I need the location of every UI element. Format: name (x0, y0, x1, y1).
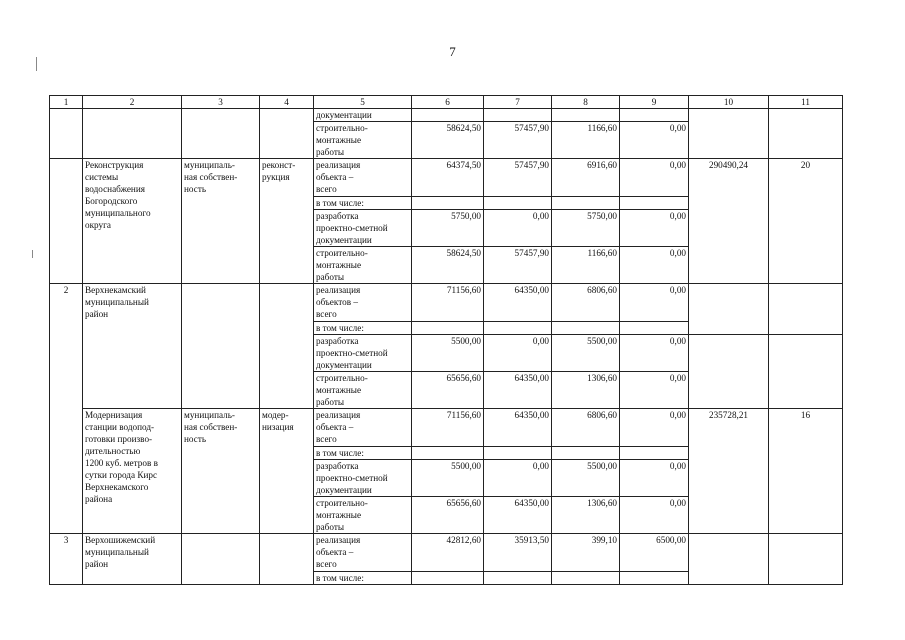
row-label: в том числе: (314, 322, 412, 335)
cell-empty (182, 534, 260, 585)
value-cell: 0,00 (484, 335, 552, 372)
row-label: разработка проектно-сметной документации (314, 460, 412, 497)
row-label: разработка проектно-сметной документации (314, 335, 412, 372)
table-row (50, 109, 843, 122)
cell-empty (552, 197, 620, 210)
ownership-form: муниципаль- ная собствен- ность (182, 159, 260, 284)
cell-empty (620, 572, 689, 585)
value-cell: 5750,00 (412, 210, 484, 247)
value-cell: 290490,24 (689, 159, 769, 284)
value-cell: 5500,00 (552, 335, 620, 372)
value-cell: 5500,00 (412, 335, 484, 372)
cell-empty (552, 447, 620, 460)
cell-empty (689, 534, 769, 585)
district-name: Верхошижемский муниципальный район (83, 534, 182, 585)
cell-empty (50, 109, 83, 159)
value-cell: 5500,00 (412, 460, 484, 497)
cell-empty (412, 109, 484, 122)
cell-empty (552, 322, 620, 335)
value-cell: 1306,60 (552, 497, 620, 534)
cell-empty (552, 572, 620, 585)
cell-empty (412, 447, 484, 460)
value-cell: 0,00 (620, 497, 689, 534)
object-name: Модернизация станции водопод- готовки произво- дительностью 1200 куб. метров в сутки города Кирс Верхнекамского района (83, 409, 182, 534)
table-row (50, 159, 843, 197)
work-type: модер- низация (260, 409, 314, 534)
row-number: 3 (50, 534, 83, 585)
value-cell: 0,00 (620, 460, 689, 497)
value-cell: 57457,90 (484, 159, 552, 197)
value-cell: 20 (769, 159, 843, 284)
value-cell: 0,00 (620, 284, 689, 322)
page-number: 7 (449, 44, 456, 59)
value-cell: 35913,50 (484, 534, 552, 572)
scan-mark (32, 250, 33, 258)
cell-empty (769, 284, 843, 335)
row-label: разработка проектно-сметной документации (314, 210, 412, 247)
col-header: 2 (83, 96, 182, 109)
object-name: Реконструкция системы водоснабжения Богородского муниципального округа (83, 159, 182, 284)
header-row (50, 96, 843, 109)
row-label: реализация объекта – всего (314, 534, 412, 572)
cell-empty (769, 534, 843, 585)
cell-empty (620, 109, 689, 122)
row-label: документации (314, 109, 412, 122)
value-cell: 1166,60 (552, 122, 620, 159)
cell-empty (484, 197, 552, 210)
cell-empty (260, 284, 314, 409)
value-cell: 6500,00 (620, 534, 689, 572)
cell-empty (620, 322, 689, 335)
cell-empty (182, 284, 260, 409)
col-header: 7 (484, 96, 552, 109)
value-cell: 399,10 (552, 534, 620, 572)
row-label: строительно- монтажные работы (314, 247, 412, 284)
row-label: строительно- монтажные работы (314, 497, 412, 534)
value-cell: 64350,00 (484, 372, 552, 409)
row-label: строительно- монтажные работы (314, 122, 412, 159)
cell-empty (689, 284, 769, 335)
cell-empty (182, 109, 260, 159)
row-label: в том числе: (314, 197, 412, 210)
value-cell: 0,00 (484, 210, 552, 247)
col-header: 8 (552, 96, 620, 109)
value-cell: 65656,60 (412, 497, 484, 534)
cell-empty (484, 572, 552, 585)
col-header: 11 (769, 96, 843, 109)
cell-empty (769, 109, 843, 159)
value-cell: 64350,00 (484, 497, 552, 534)
ownership-form: муниципаль- ная собствен- ность (182, 409, 260, 534)
cell-empty (412, 572, 484, 585)
cell-empty (260, 109, 314, 159)
value-cell: 0,00 (620, 409, 689, 447)
col-header: 5 (314, 96, 412, 109)
cell-empty (689, 335, 769, 409)
value-cell: 1166,60 (552, 247, 620, 284)
value-cell: 6916,60 (552, 159, 620, 197)
value-cell: 58624,50 (412, 247, 484, 284)
value-cell: 71156,60 (412, 409, 484, 447)
row-label: в том числе: (314, 572, 412, 585)
value-cell: 1306,60 (552, 372, 620, 409)
col-header: 4 (260, 96, 314, 109)
cell-empty (620, 447, 689, 460)
value-cell: 6806,60 (552, 284, 620, 322)
cell-empty (689, 109, 769, 159)
col-header: 10 (689, 96, 769, 109)
value-cell: 58624,50 (412, 122, 484, 159)
cell-empty (769, 335, 843, 409)
cell-empty (412, 197, 484, 210)
cell-empty (484, 322, 552, 335)
value-cell: 0,00 (620, 335, 689, 372)
value-cell: 0,00 (620, 210, 689, 247)
row-label: в том числе: (314, 447, 412, 460)
col-header: 9 (620, 96, 689, 109)
value-cell: 0,00 (620, 159, 689, 197)
value-cell: 71156,60 (412, 284, 484, 322)
district-name: Верхнекамский муниципальный район (83, 284, 182, 409)
table-row (50, 534, 843, 572)
row-label: реализация объекта – всего (314, 409, 412, 447)
value-cell: 6806,60 (552, 409, 620, 447)
value-cell: 42812,60 (412, 534, 484, 572)
row-label: реализация объектов – всего (314, 284, 412, 322)
budget-table (49, 95, 843, 585)
scan-mark (36, 57, 37, 71)
value-cell: 57457,90 (484, 247, 552, 284)
value-cell: 64350,00 (484, 409, 552, 447)
value-cell: 64350,00 (484, 284, 552, 322)
table-row (50, 284, 843, 322)
cell-empty (260, 534, 314, 585)
cell-empty (412, 322, 484, 335)
cell-empty (50, 159, 83, 284)
cell-empty (484, 447, 552, 460)
cell-empty (620, 197, 689, 210)
value-cell: 57457,90 (484, 122, 552, 159)
row-label: строительно- монтажные работы (314, 372, 412, 409)
value-cell: 5750,00 (552, 210, 620, 247)
row-number: 2 (50, 284, 83, 534)
cell-empty (552, 109, 620, 122)
value-cell: 5500,00 (552, 460, 620, 497)
value-cell: 0,00 (620, 247, 689, 284)
value-cell: 0,00 (620, 122, 689, 159)
col-header: 6 (412, 96, 484, 109)
col-header: 1 (50, 96, 83, 109)
value-cell: 65656,60 (412, 372, 484, 409)
value-cell: 0,00 (620, 372, 689, 409)
value-cell: 16 (769, 409, 843, 534)
cell-empty (484, 109, 552, 122)
table-row (50, 409, 843, 447)
cell-empty (83, 109, 182, 159)
row-label: реализация объекта – всего (314, 159, 412, 197)
value-cell: 0,00 (484, 460, 552, 497)
col-header: 3 (182, 96, 260, 109)
value-cell: 235728,21 (689, 409, 769, 534)
work-type: реконст- рукция (260, 159, 314, 284)
value-cell: 64374,50 (412, 159, 484, 197)
